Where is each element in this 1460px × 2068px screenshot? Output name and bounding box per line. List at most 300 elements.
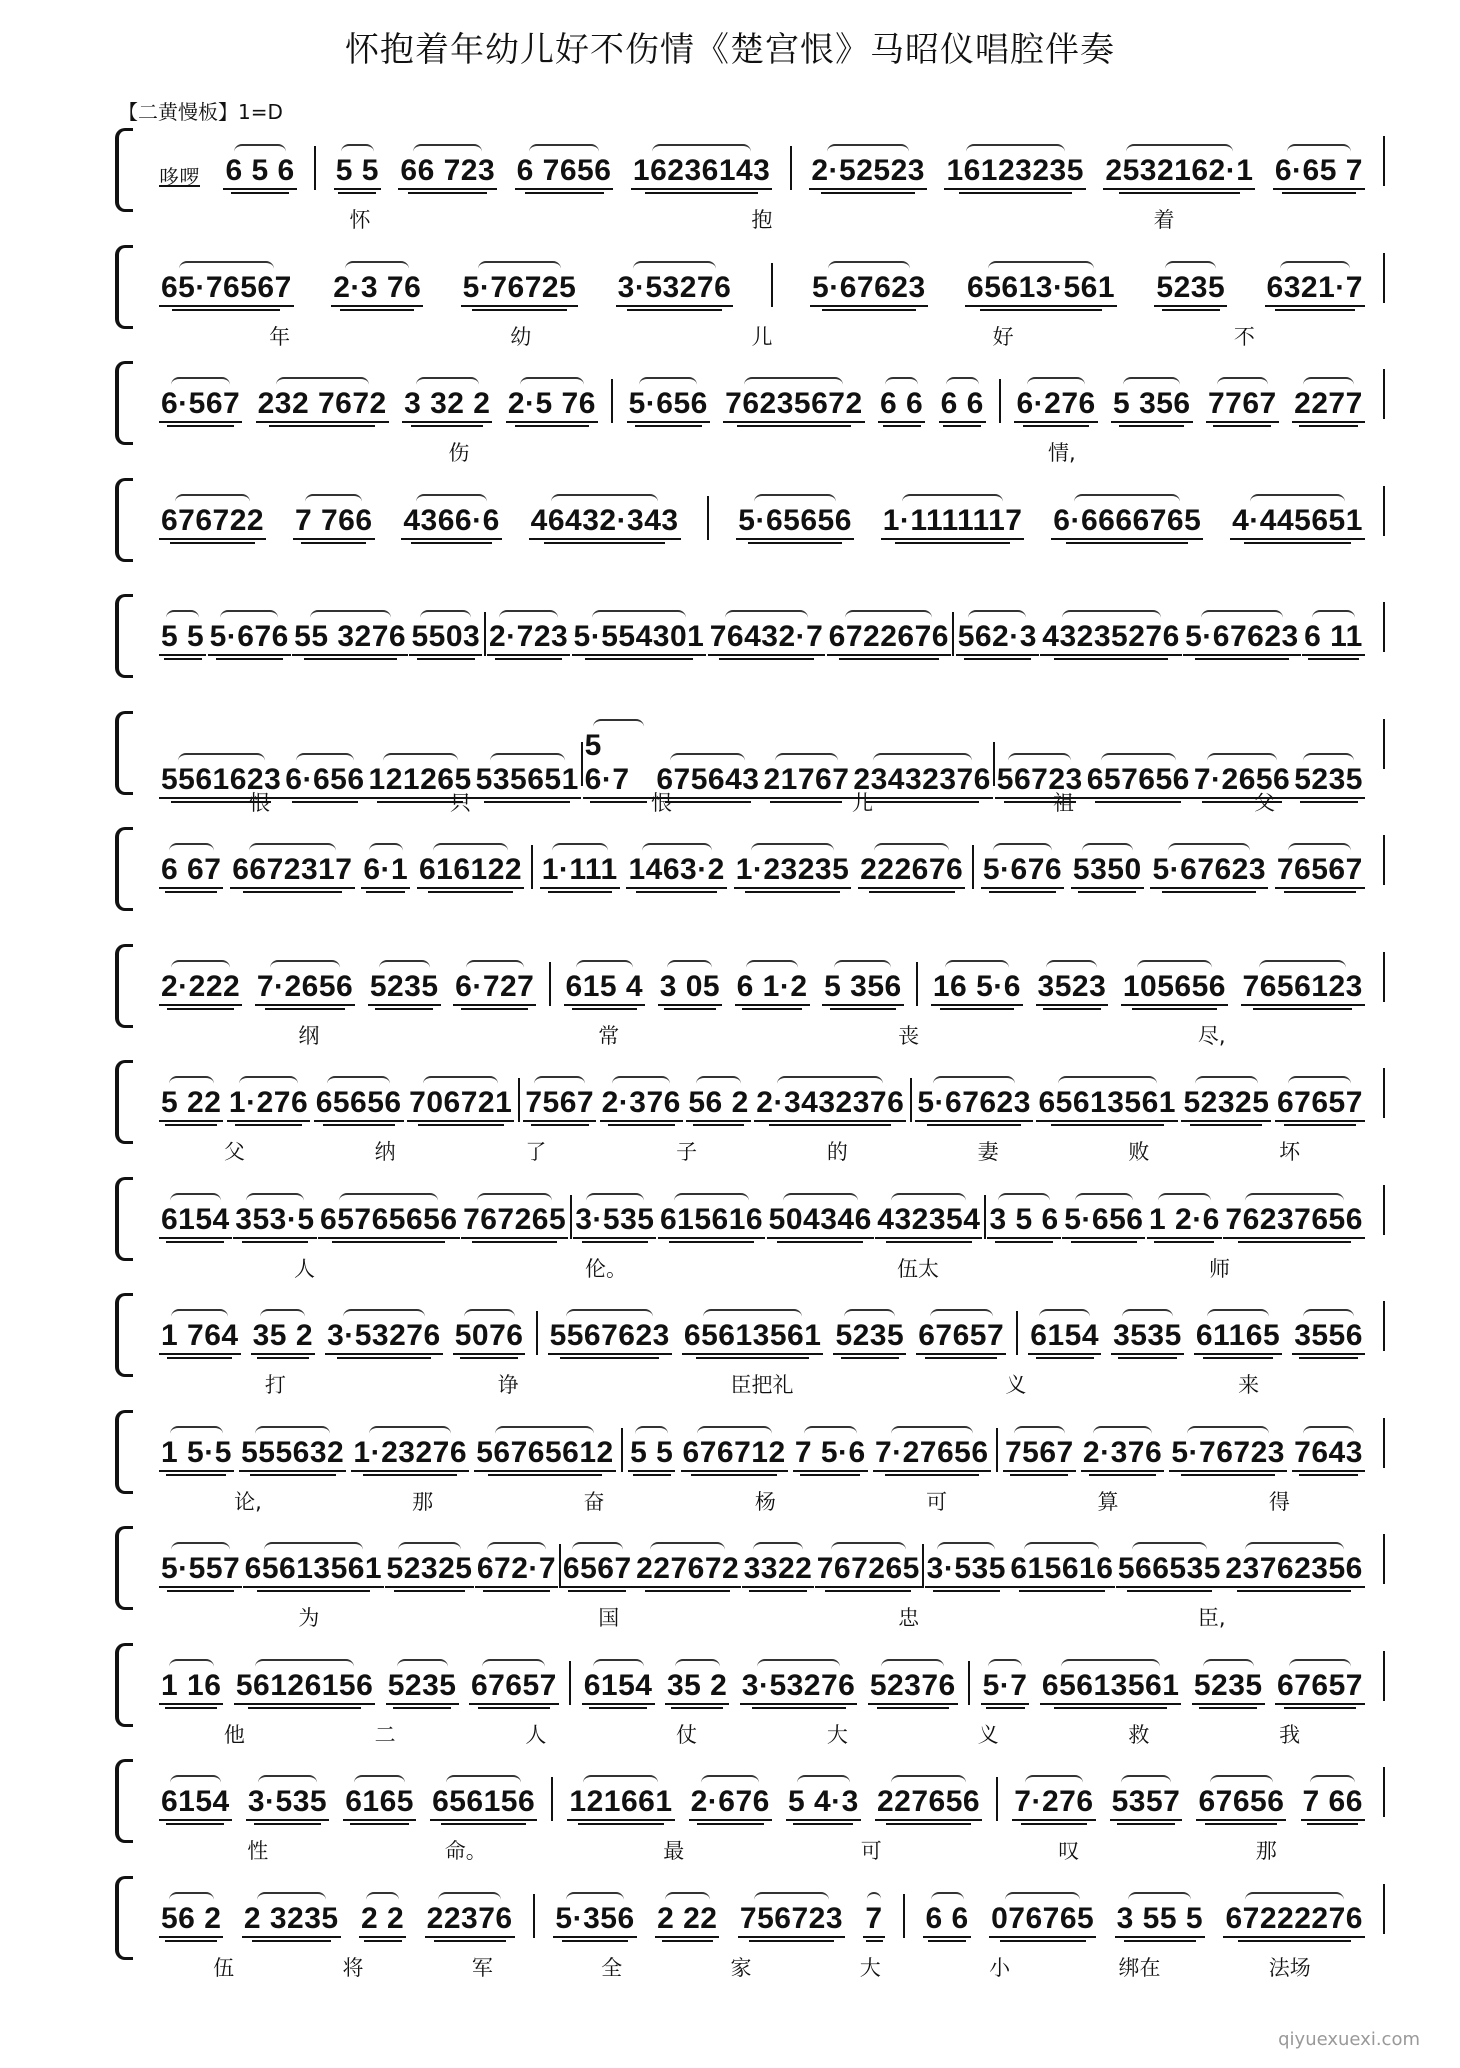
lyric-syllable: 儿 (751, 324, 773, 349)
notation-row (159, 263, 1365, 307)
lyric-syllable: 恨 (651, 790, 672, 815)
note-group: 2·376 (600, 1086, 683, 1122)
barline (999, 379, 1001, 423)
system-brace (115, 1526, 133, 1610)
note-group: 5·656 (627, 387, 710, 423)
note-group: 1·276 (227, 1086, 310, 1122)
note-group: 23432376 (851, 763, 992, 799)
lyrics-row (159, 1136, 1365, 1166)
notation-row (159, 1661, 1365, 1705)
note-group: 65765656 (318, 1203, 459, 1239)
system-brace (115, 1060, 133, 1144)
lyric-syllable: 好 (992, 324, 1014, 349)
note-group: 767265 (815, 1552, 922, 1588)
barline (549, 962, 551, 1006)
lyric-syllable: 纲 (298, 1023, 320, 1048)
system-brace (115, 1876, 133, 1960)
note-group: 1 5·5 (159, 1436, 234, 1472)
barline (1016, 1311, 1018, 1355)
barline (910, 1078, 912, 1122)
barline-end (1383, 486, 1385, 536)
lyric-syllable: 性 (247, 1839, 269, 1863)
lyric-syllable: 儿 (852, 790, 873, 815)
note-group: 6567 (561, 1552, 634, 1588)
note-group: 67657 (1275, 1086, 1365, 1122)
note-group: 65613561 (682, 1319, 823, 1355)
note-group: 1 2·6 (1147, 1203, 1222, 1239)
lyrics-row (159, 437, 1365, 467)
note-group: 65613561 (1036, 1086, 1177, 1122)
note-group: 65·76567 (159, 271, 294, 307)
note-group: 65613·561 (965, 271, 1117, 307)
lyric-syllable: 法场 (1268, 1955, 1311, 1980)
lyric-syllable: 大 (826, 1722, 848, 1747)
page-title: 怀抱着年幼儿好不伤情《楚宫恨》马昭仪唱腔伴奏 (345, 30, 1115, 70)
note-group: 1·23235 (734, 853, 852, 889)
note-group: 5235 (1192, 1669, 1265, 1705)
barline-end (1383, 1185, 1385, 1235)
lyrics-row (159, 204, 1365, 234)
score-system (115, 118, 1385, 232)
note-group: 16 5·6 (931, 970, 1023, 1006)
notation-row (159, 1894, 1365, 1938)
lyrics-row (159, 1602, 1365, 1632)
barline (518, 1078, 520, 1122)
note-group: 562·3 (956, 620, 1039, 656)
barline (570, 1195, 572, 1239)
note-group: 5·554301 (572, 620, 707, 656)
note-group: 3535 (1111, 1319, 1184, 1355)
lyric-syllable: 纳 (374, 1140, 396, 1164)
note-group: 5235 (833, 1319, 906, 1355)
score-system (115, 1400, 1385, 1514)
note-group: 756723 (738, 1902, 845, 1938)
note-group: 7656123 (1241, 970, 1365, 1006)
note-group: 5·7 (981, 1669, 1030, 1705)
barline (790, 146, 792, 190)
note-group: 3·53276 (616, 271, 734, 307)
barline-end (1383, 835, 1385, 885)
lyric-syllable: 忠 (898, 1606, 920, 1630)
lyric-syllable: 奋 (583, 1489, 605, 1514)
note-group: 6·65 7 (1273, 154, 1365, 190)
note-group: 432354 (875, 1203, 982, 1239)
note-group: 5235 (368, 970, 441, 1006)
note-group: 7 (863, 1902, 884, 1938)
note-group: 5 22 (159, 1086, 223, 1122)
lyric-syllable: 父 (223, 1140, 245, 1164)
note-group: 67657 (469, 1669, 559, 1705)
note-group: 52376 (868, 1669, 958, 1705)
note-group: 76235672 (723, 387, 864, 423)
note-group: 6 67 (159, 853, 223, 889)
barline (621, 1428, 623, 1472)
note-group: 7·2656 (255, 970, 355, 1006)
note-group: 767265 (461, 1203, 568, 1239)
tempo-key-marking: 【二黄慢板】1=D (118, 100, 283, 124)
lyrics-row (159, 787, 1365, 817)
lyric-syllable: 的 (826, 1140, 848, 1164)
lyric-syllable: 来 (1238, 1373, 1260, 1397)
lyric-syllable: 情, (1047, 441, 1076, 465)
lyrics-row (159, 1486, 1365, 1516)
lyrics-row (159, 1835, 1365, 1865)
lyric-syllable: 仗 (676, 1722, 698, 1747)
note-group: 1 16 (159, 1669, 223, 1705)
note-group: 52325 (385, 1552, 475, 1588)
notation-row (159, 1195, 1365, 1239)
note-group: 5 5 (159, 620, 206, 656)
note-group: 6·276 (1014, 387, 1097, 423)
lyric-syllable: 救 (1128, 1722, 1150, 1747)
lyric-syllable: 师 (1209, 1256, 1230, 1281)
note-group: 5·676 (208, 620, 291, 656)
lyric-syllable: 臣, (1197, 1606, 1226, 1630)
note-group: 504346 (767, 1203, 874, 1239)
note-group: 5 356 (822, 970, 904, 1006)
barline-end (1383, 1534, 1385, 1584)
note-group: 615616 (658, 1203, 765, 1239)
lyric-syllable: 杨 (754, 1489, 776, 1514)
note-group: 3·535 (925, 1552, 1008, 1588)
barline-end (1383, 602, 1385, 652)
lyric-syllable: 人 (294, 1256, 315, 1281)
lyric-syllable: 国 (598, 1606, 620, 1630)
note-group: 675643 (654, 763, 761, 799)
system-brace (115, 944, 133, 1028)
system-brace (115, 128, 133, 212)
note-group: 6 1·2 (735, 970, 810, 1006)
note-group: 615 4 (564, 970, 646, 1006)
note-group: 76432·7 (708, 620, 826, 656)
note-group: 5·557 (159, 1552, 242, 1588)
lyric-syllable: 军 (471, 1955, 493, 1980)
note-group: 5·656 (1062, 1203, 1145, 1239)
lyric-syllable: 算 (1097, 1489, 1119, 1514)
lyric-syllable: 伤 (448, 441, 470, 465)
note-group: 16123235 (944, 154, 1085, 190)
notation-row (159, 146, 1365, 190)
score-system (115, 468, 1385, 578)
note-group: 2·52523 (809, 154, 927, 190)
system-brace (115, 1759, 133, 1843)
lyric-syllable: 伍 (213, 1955, 235, 1980)
note-group: 7767 (1206, 387, 1279, 423)
note-group: 676722 (159, 504, 266, 540)
barline (996, 1428, 998, 1472)
note-group: 2·676 (689, 1785, 772, 1821)
lyrics-row (159, 1719, 1365, 1749)
note-group: 535651 (474, 763, 581, 799)
note-group: 76567 (1275, 853, 1365, 889)
system-brace (115, 1177, 133, 1261)
note-group: 6165 (343, 1785, 416, 1821)
barline-end (1383, 1418, 1385, 1468)
note-group: 65613561 (243, 1552, 384, 1588)
note-group: 7 766 (293, 504, 375, 540)
notation-row (159, 1428, 1365, 1472)
note-group: 3523 (1036, 970, 1109, 1006)
note-group: 5 5 (628, 1436, 675, 1472)
note-group: 222676 (858, 853, 965, 889)
barline-end (1383, 1767, 1385, 1817)
note-group: 6·6666765 (1051, 504, 1203, 540)
note-group: 2 22 (655, 1902, 719, 1938)
note-group: 67657 (1275, 1669, 1365, 1705)
note-group: 676712 (681, 1436, 788, 1472)
note-group: 5503 (409, 620, 482, 656)
note-group: 672·7 (475, 1552, 558, 1588)
lyrics-row (159, 1369, 1365, 1399)
barline (903, 1894, 905, 1938)
lyric-syllable: 败 (1128, 1140, 1150, 1164)
lyric-syllable: 着 (1153, 208, 1175, 232)
lyric-syllable: 绑在 (1118, 1955, 1161, 1980)
note-group: 6154 (1028, 1319, 1101, 1355)
note-group: 706721 (407, 1086, 514, 1122)
lyric-syllable: 幼 (510, 324, 532, 349)
system-brace (115, 245, 133, 329)
note-group: 076765 (989, 1902, 1096, 1938)
notation-row (159, 1544, 1365, 1588)
barline-end (1383, 1651, 1385, 1701)
lyric-syllable: 可 (926, 1489, 948, 1514)
note-group: 5·356 (553, 1902, 636, 1938)
note-group: 43235276 (1040, 620, 1181, 656)
note-group: 2532162·1 (1103, 154, 1255, 190)
note-group: 353·5 (233, 1203, 316, 1239)
note-group: 5·676 (981, 853, 1064, 889)
note-group: 7 66 (1301, 1785, 1365, 1821)
lyric-syllable: 大 (859, 1955, 881, 1980)
note-group: 7567 (1003, 1436, 1076, 1472)
note-group: 7 5·6 (793, 1436, 868, 1472)
barline (551, 1777, 553, 1821)
barline-end (1383, 1068, 1385, 1118)
note-group: 5235 (1154, 271, 1227, 307)
lyric-syllable: 论, (234, 1489, 262, 1514)
lyrics-row (159, 1952, 1365, 1982)
note-group: 1·23276 (351, 1436, 469, 1472)
percussion-cue: 哆啰 (159, 167, 200, 189)
note-group: 16236143 (631, 154, 772, 190)
note-group: 4366·6 (401, 504, 501, 540)
lyric-syllable: 伦。 (585, 1256, 627, 1281)
note-group: 67657 (916, 1319, 1006, 1355)
watermark: qiyuexuexi.com (1278, 2029, 1420, 2050)
note-group: 121265 (367, 763, 474, 799)
lyric-syllable: 可 (860, 1839, 882, 1863)
lyric-syllable: 义 (1005, 1373, 1027, 1397)
lyric-syllable: 义 (977, 1722, 999, 1747)
note-group: 22376 (425, 1902, 515, 1938)
barline-end (1383, 369, 1385, 419)
note-group: 5·67623 (1150, 853, 1268, 889)
note-group: 6722676 (827, 620, 951, 656)
lyric-syllable: 恨 (249, 790, 270, 815)
note-group: 6 6 (878, 387, 925, 423)
notation-row (159, 379, 1365, 423)
note-group: 5·76725 (461, 271, 579, 307)
note-group: 1463·2 (626, 853, 726, 889)
score-system (115, 934, 1385, 1048)
lyric-syllable: 怀 (349, 208, 371, 232)
note-group: 6·1 (361, 853, 410, 889)
lyrics-row (159, 1020, 1365, 1050)
note-group: 3·53276 (740, 1669, 858, 1705)
note-group: 5 6·7 (583, 729, 655, 799)
note-group: 5 4·3 (786, 1785, 861, 1821)
notation-row (159, 612, 1365, 656)
note-group: 5561623 (159, 763, 283, 799)
note-group: 6 11 (1302, 620, 1365, 656)
note-group: 2·723 (487, 620, 570, 656)
lyric-syllable: 全 (601, 1955, 623, 1980)
lyric-syllable: 得 (1268, 1489, 1290, 1514)
note-group: 2277 (1292, 387, 1365, 423)
note-group: 2·3 76 (331, 271, 423, 307)
score-system (115, 1283, 1385, 1397)
system-brace (115, 361, 133, 445)
lyric-syllable: 将 (342, 1955, 364, 1980)
system-brace (115, 478, 133, 562)
note-group: 6154 (582, 1669, 655, 1705)
score-system (115, 1167, 1385, 1281)
lyric-syllable: 不 (1233, 324, 1255, 349)
barline (531, 845, 533, 889)
barline (533, 1894, 535, 1938)
system-brace (115, 827, 133, 911)
barline (916, 962, 918, 1006)
barline (611, 379, 613, 423)
lyric-syllable: 二 (374, 1722, 396, 1747)
note-group: 5 5 (334, 154, 381, 190)
lyric-syllable: 年 (269, 324, 291, 349)
lyric-syllable: 为 (298, 1606, 320, 1630)
note-group: 5·65656 (736, 504, 854, 540)
score-system (115, 235, 1385, 349)
note-group: 56765612 (474, 1436, 615, 1472)
note-group: 656156 (430, 1785, 537, 1821)
note-group: 3 5 6 (987, 1203, 1060, 1239)
note-group: 21767 (761, 763, 851, 799)
lyric-syllable: 常 (598, 1023, 620, 1048)
note-group: 3·53276 (325, 1319, 443, 1355)
note-group: 6321·7 (1265, 271, 1365, 307)
note-group: 7567 (523, 1086, 596, 1122)
lyric-syllable: 只 (450, 790, 471, 815)
note-group: 52325 (1181, 1086, 1271, 1122)
score-system (115, 1633, 1385, 1747)
lyric-syllable: 伍太 (897, 1256, 939, 1281)
note-group: 6 6 (923, 1902, 970, 1938)
lyric-syllable: 丧 (898, 1023, 920, 1048)
notation-row (159, 1777, 1365, 1821)
note-group: 67222276 (1223, 1902, 1364, 1938)
lyric-syllable: 我 (1279, 1722, 1301, 1747)
note-group: 5·67623 (1183, 620, 1301, 656)
note-group: 65656 (314, 1086, 404, 1122)
note-group: 5076 (453, 1319, 526, 1355)
note-group: 6 5 6 (223, 154, 296, 190)
note-group: 5·67623 (810, 271, 928, 307)
barline-end (1383, 1884, 1385, 1934)
note-group: 1 764 (159, 1319, 241, 1355)
system-brace (115, 1643, 133, 1727)
barline-end (1383, 952, 1385, 1002)
note-group: 5 356 (1111, 387, 1193, 423)
barline-end (1383, 1301, 1385, 1351)
notation-row (159, 1078, 1365, 1122)
note-group: 227656 (875, 1785, 982, 1821)
barline (996, 1777, 998, 1821)
barline (707, 496, 709, 540)
lyric-syllable: 命。 (444, 1839, 487, 1863)
note-group: 56 2 (159, 1902, 223, 1938)
note-group: 5350 (1071, 853, 1144, 889)
note-group: 23762356 (1223, 1552, 1364, 1588)
lyric-syllable: 家 (730, 1955, 752, 1980)
note-group: 55 3276 (292, 620, 408, 656)
note-group: 5567623 (548, 1319, 672, 1355)
barline-end (1383, 136, 1385, 186)
note-group: 3·535 (246, 1785, 329, 1821)
lyric-syllable: 坏 (1279, 1140, 1301, 1164)
note-group: 105656 (1121, 970, 1228, 1006)
note-group: 3 32 2 (402, 387, 492, 423)
note-group: 6·567 (159, 387, 242, 423)
lyric-syllable: 诤 (497, 1373, 519, 1397)
note-group: 2 2 (359, 1902, 406, 1938)
note-group: 5235 (1292, 763, 1365, 799)
note-group: 232 7672 (256, 387, 389, 423)
note-group: 7·27656 (873, 1436, 991, 1472)
score-system (115, 817, 1385, 927)
lyric-syllable: 臣把礼 (730, 1373, 794, 1397)
lyric-syllable: 叹 (1058, 1839, 1080, 1863)
barline (484, 612, 486, 656)
lyric-syllable: 妻 (977, 1140, 999, 1164)
lyrics-row (159, 1253, 1365, 1283)
note-group: 61165 (1194, 1319, 1282, 1355)
system-brace (115, 711, 133, 795)
lyric-syllable: 最 (663, 1839, 685, 1863)
note-group: 3 05 (658, 970, 722, 1006)
note-group: 6·727 (453, 970, 536, 1006)
system-brace (115, 594, 133, 678)
note-group: 1·111 (540, 853, 620, 889)
score-system (115, 1050, 1385, 1164)
barline-end (1383, 253, 1385, 303)
lyrics-row (159, 321, 1365, 351)
note-group: 6·656 (283, 763, 366, 799)
barline (968, 1661, 970, 1705)
score-system (115, 1516, 1385, 1630)
note-group: 2·3432376 (754, 1086, 906, 1122)
note-group: 56126156 (234, 1669, 375, 1705)
score-system (115, 1866, 1385, 1980)
note-group: 6154 (159, 1785, 232, 1821)
note-group: 6 6 (939, 387, 986, 423)
note-group: 56723 (995, 763, 1085, 799)
system-brace (115, 1293, 133, 1377)
notation-row (159, 845, 1365, 889)
barline (984, 1195, 986, 1239)
note-group: 66 723 (398, 154, 497, 190)
barline (314, 146, 316, 190)
note-group: 3322 (742, 1552, 815, 1588)
notation-row (159, 962, 1365, 1006)
